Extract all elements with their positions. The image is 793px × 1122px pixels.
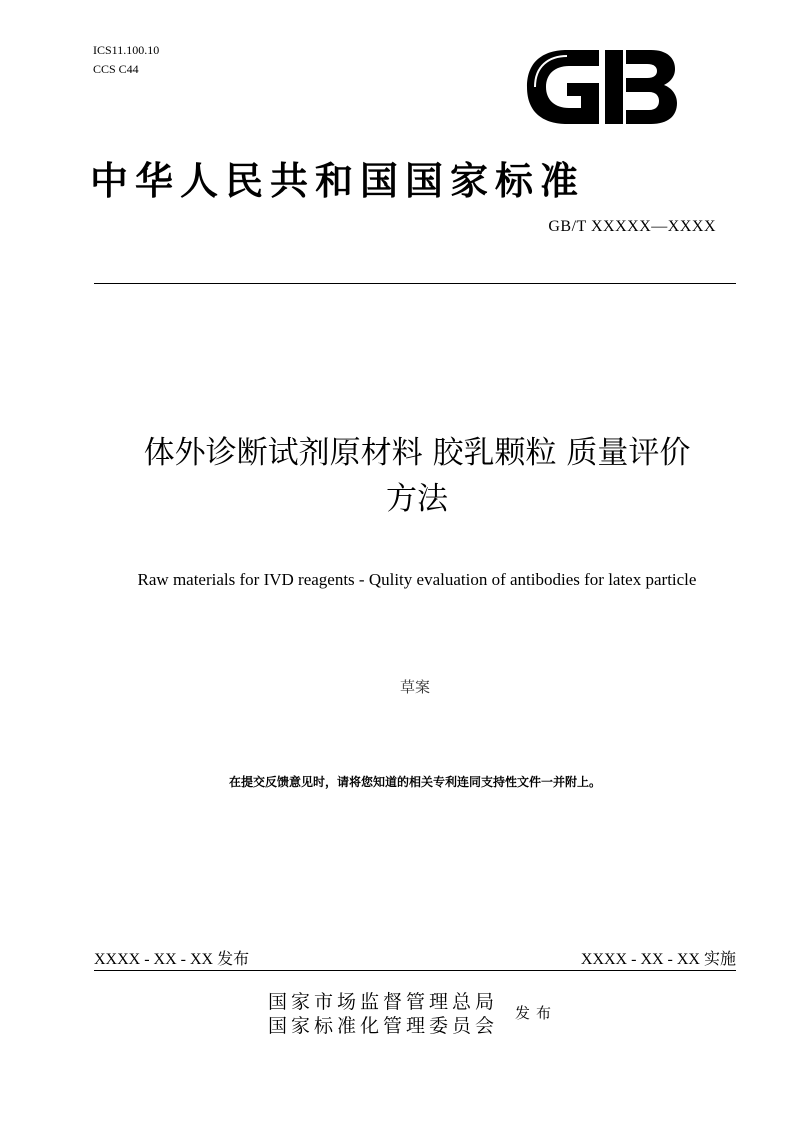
publish-date: XXXX - XX - XX 发布 [94, 951, 250, 968]
bottom-divider [94, 970, 736, 971]
gb-logo-g-letter [527, 50, 599, 124]
draft-label: 草案 [399, 678, 430, 696]
classification-codes [93, 41, 159, 79]
organization-title: 中华人民共和国国家标准 [90, 158, 586, 203]
title-cn-line-1: 体外诊断试剂原材料 胶乳颗粒 质量评价 [143, 435, 691, 471]
gb-logo-b-letter [605, 50, 677, 124]
implement-date: XXXX - XX - XX 实施 [580, 951, 736, 968]
issuer-samr: 国家市场监督管理总局 [268, 991, 499, 1013]
issuing-authorities [268, 990, 498, 1038]
issue-label: 发布 [515, 1004, 558, 1022]
gb-logo [523, 46, 679, 128]
title-cn-line-2: 方法 [386, 481, 448, 517]
patent-note: 在提交反馈意见时，请将您知道的相关专利连同支持性文件一并附上。 [228, 775, 601, 789]
ccs-code: CCS C44 [93, 62, 139, 76]
top-divider [94, 283, 736, 284]
ics-code: ICS11.100.10 [93, 43, 160, 57]
document-title-cn [60, 430, 774, 522]
issuer-sac: 国家标准化管理委员会 [268, 1015, 499, 1037]
document-title-en: Raw materials for IVD reagents - Qulity evaluation of antibodies for latex particle [137, 570, 697, 589]
standard-number: GB/T XXXXX—XXXX [548, 218, 716, 235]
